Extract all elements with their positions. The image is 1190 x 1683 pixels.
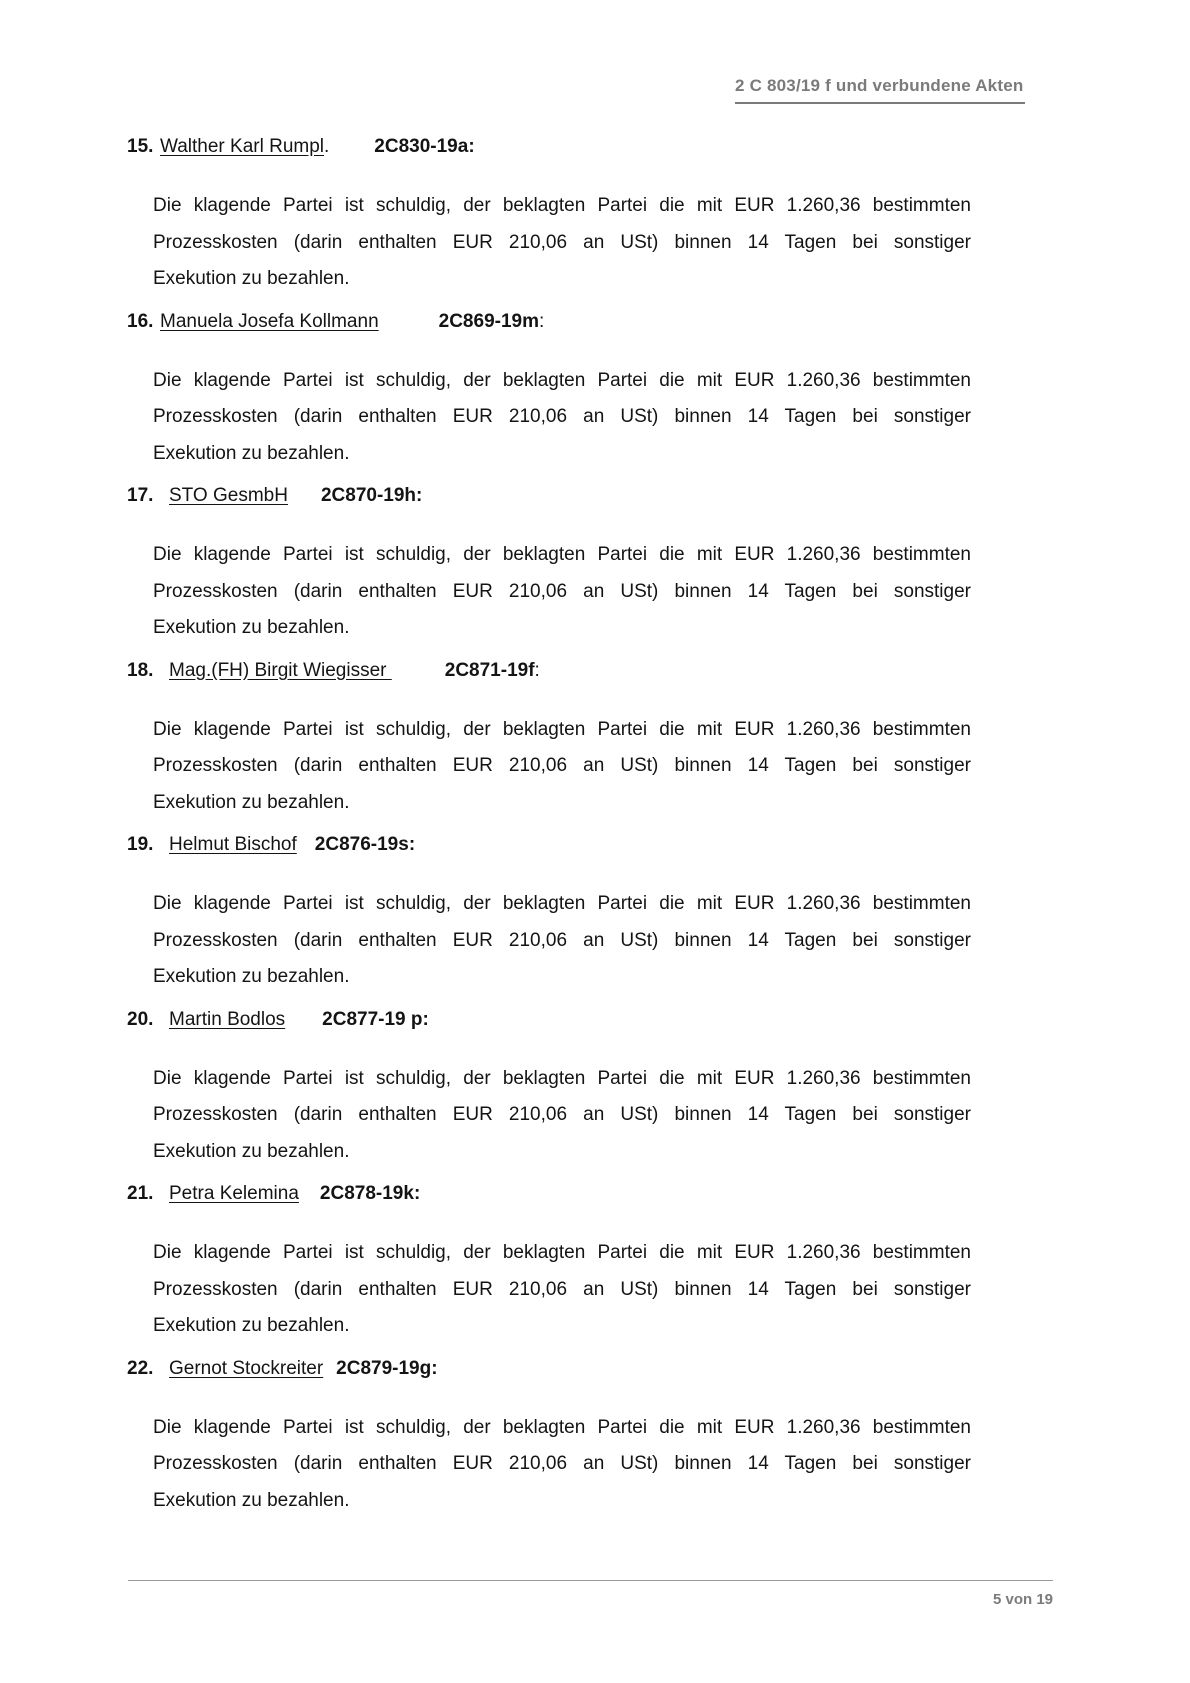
judgment-paragraph: [153, 886, 971, 996]
paragraph-line: Prozesskosten (darin enthalten EUR 210,06 an USt) binnen 14 Tagen bei sonstiger: [153, 580, 971, 602]
entry-19: [127, 831, 972, 996]
case-number: 2C876-19s: [314, 834, 409, 855]
entry-number: 22.: [127, 1357, 154, 1379]
paragraph-line: Die klagende Partei ist schuldig, der beklagten Partei die mit EUR 1.260,36 bestimmten: [153, 1242, 971, 1263]
entry-number: 16.: [127, 310, 154, 332]
case-colon: :: [534, 659, 540, 681]
entry-heading: [127, 1355, 972, 1382]
case-number: 2C830-19a: [374, 136, 469, 157]
paragraph-line: Prozesskosten (darin enthalten EUR 210,06 an USt) binnen 14 Tagen bei sonstiger: [153, 929, 971, 951]
party-name: Walther Karl Rumpl: [160, 136, 325, 157]
entry-heading: [127, 308, 972, 335]
case-number: 2C879-19g: [336, 1357, 432, 1379]
entry-number: 20.: [127, 1008, 154, 1030]
entry-heading: [127, 831, 972, 858]
party-name: Gernot Stockreiter: [169, 1357, 324, 1379]
entry-number: 17.: [127, 485, 154, 506]
name-suffix: .: [324, 136, 330, 157]
judgment-paragraph: [153, 1410, 971, 1520]
party-name: Helmut Bischof: [169, 834, 297, 855]
case-number: 2C869-19m: [438, 310, 539, 332]
case-colon: :: [413, 1183, 421, 1204]
paragraph-line: Die klagende Partei ist schuldig, der beklagten Partei die mit EUR 1.260,36 bestimmten: [153, 1416, 971, 1438]
entry-22: [127, 1355, 972, 1520]
page-number: 5 von 19: [992, 1591, 1053, 1608]
paragraph-line: Prozesskosten (darin enthalten EUR 210,06 an USt) binnen 14 Tagen bei sonstiger: [153, 755, 971, 776]
paragraph-line: Exekution zu bezahlen.: [153, 1315, 350, 1336]
party-name: Mag.(FH) Birgit Wiegisser: [169, 659, 392, 681]
paragraph-line: Prozesskosten (darin enthalten EUR 210,06 an USt) binnen 14 Tagen bei sonstiger: [153, 1278, 971, 1300]
case-colon: :: [468, 136, 475, 157]
case-colon: :: [422, 1008, 429, 1030]
case-reference-header: 2 C 803/19 f und verbundene Akten: [735, 76, 1025, 104]
entry-21: [127, 1180, 972, 1345]
judgment-paragraph: [153, 537, 971, 647]
judgment-paragraph: [153, 1235, 971, 1345]
entry-heading: [127, 1180, 972, 1207]
paragraph-line: Die klagende Partei ist schuldig, der beklagten Partei die mit EUR 1.260,36 bestimmten: [153, 369, 971, 391]
party-name: Petra Kelemina: [169, 1183, 299, 1204]
paragraph-line: Exekution zu bezahlen.: [153, 1489, 350, 1511]
case-number: 2C878-19k: [319, 1183, 414, 1204]
case-number: 2C871-19f: [444, 659, 535, 681]
entry-number: 18.: [127, 659, 154, 681]
judgment-entries: [127, 133, 972, 1529]
paragraph-line: Prozesskosten (darin enthalten EUR 210,06 an USt) binnen 14 Tagen bei sonstiger: [153, 1453, 971, 1474]
paragraph-line: Prozesskosten (darin enthalten EUR 210,06 an USt) binnen 14 Tagen bei sonstiger: [153, 1104, 971, 1125]
party-name: Manuela Josefa Kollmann: [160, 310, 379, 332]
party-name: STO GesmbH: [169, 485, 288, 506]
paragraph-line: Die klagende Partei ist schuldig, der beklagten Partei die mit EUR 1.260,36 bestimmten: [153, 195, 971, 216]
paragraph-line: Die klagende Partei ist schuldig, der beklagten Partei die mit EUR 1.260,36 bestimmten: [153, 893, 971, 914]
entry-heading: [127, 657, 972, 684]
case-colon: :: [408, 834, 416, 855]
entry-16: [127, 308, 972, 473]
case-colon: :: [431, 1357, 438, 1379]
entry-heading: [127, 133, 972, 160]
paragraph-line: Exekution zu bezahlen.: [153, 791, 350, 813]
paragraph-line: Exekution zu bezahlen.: [153, 966, 350, 987]
entry-number: 19.: [127, 834, 154, 855]
paragraph-line: Exekution zu bezahlen.: [153, 268, 350, 289]
case-colon: :: [538, 310, 545, 332]
paragraph-line: Die klagende Partei ist schuldig, der beklagten Partei die mit EUR 1.260,36 bestimmten: [153, 1067, 971, 1089]
entry-number: 21.: [127, 1183, 154, 1204]
paragraph-line: Exekution zu bezahlen.: [153, 617, 350, 638]
entry-18: [127, 657, 972, 822]
judgment-paragraph: [153, 188, 971, 298]
paragraph-line: Prozesskosten (darin enthalten EUR 210,06 an USt) binnen 14 Tagen bei sonstiger: [153, 231, 971, 253]
case-number: 2C877-19 p: [322, 1008, 423, 1030]
party-name: Martin Bodlos: [169, 1008, 286, 1030]
entry-heading: [127, 1006, 972, 1033]
paragraph-line: Exekution zu bezahlen.: [153, 442, 350, 464]
judgment-paragraph: [153, 363, 971, 473]
footer-divider: [128, 1580, 1053, 1581]
entry-17: [127, 482, 972, 647]
judgment-paragraph: [153, 712, 971, 822]
case-colon: :: [416, 485, 423, 506]
paragraph-line: Exekution zu bezahlen.: [153, 1140, 350, 1162]
paragraph-line: Die klagende Partei ist schuldig, der beklagten Partei die mit EUR 1.260,36 bestimmten: [153, 718, 971, 740]
entry-20: [127, 1006, 972, 1171]
paragraph-line: Prozesskosten (darin enthalten EUR 210,06 an USt) binnen 14 Tagen bei sonstiger: [153, 406, 971, 427]
entry-heading: [127, 482, 972, 509]
paragraph-line: Die klagende Partei ist schuldig, der beklagten Partei die mit EUR 1.260,36 bestimmten: [153, 544, 971, 565]
case-number: 2C870-19h: [320, 485, 417, 506]
judgment-paragraph: [153, 1061, 971, 1171]
entry-15: [127, 133, 972, 298]
entry-number: 15.: [127, 136, 154, 157]
